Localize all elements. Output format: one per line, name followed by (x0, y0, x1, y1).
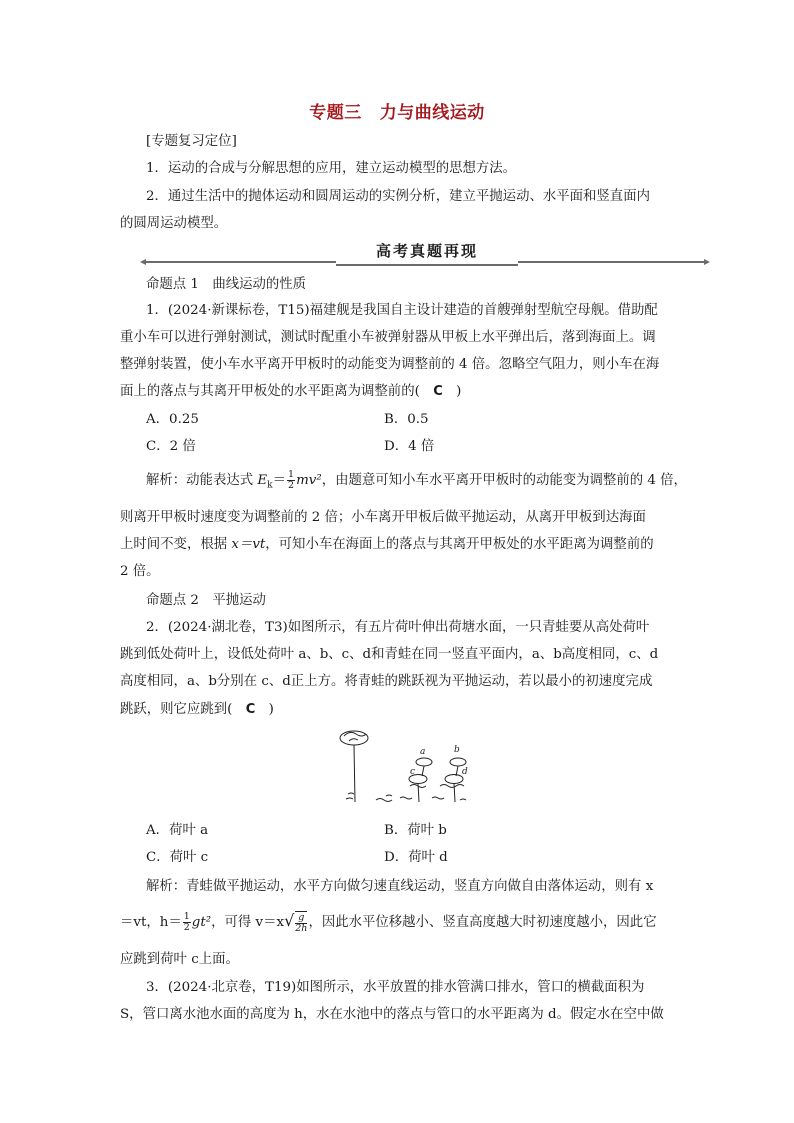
sqrt-numerator: g (295, 913, 307, 924)
q2-option-a: A．荷叶 a (146, 823, 209, 838)
q2-line-4 (120, 700, 650, 720)
q1-analysis-ek: E (257, 473, 268, 488)
q1-analysis-eq: ＝ (272, 473, 287, 488)
q1-analysis-text: 解析：动能表达式 (146, 473, 258, 488)
q2-analysis-line-1: 解析：青蛙做平抛运动，水平方向做匀速直线运动，竖直方向做自由落体运动，则有 x (146, 879, 654, 894)
topic2-label: 命题点 2 平抛运动 (146, 593, 266, 608)
fraction-denominator: 2 (288, 480, 295, 491)
q1-option-a: A．0.25 (146, 412, 199, 427)
q2-line-2: 跳到低处荷叶上，设低处荷叶 a、b、c、d和青蛙在同一竖直平面内，a、b高度相同，c、d (120, 647, 659, 662)
q2-analysis-sqrt: √ $\frac{g}{2h}$ (284, 911, 308, 934)
section-banner (146, 240, 708, 264)
leaf-a (416, 758, 432, 766)
q1-analysis-xvt: x＝vt (231, 537, 266, 552)
q2-option-b: B．荷叶 b (384, 823, 447, 838)
q2-analysis-text-a: ＝vt，h＝ (120, 915, 182, 930)
q2-analysis-text-c: ，因此水平位移越小、竖直高度越大时初速度越小，因此它 (308, 915, 657, 930)
fraction-numerator: 1 (288, 469, 295, 480)
banner-right-arrow-icon (704, 259, 710, 265)
q2-analysis-line-3: 应跳到荷叶 c上面。 (120, 952, 239, 967)
topic1-label: 命题点 1 曲线运动的性质 (146, 277, 307, 292)
q1-analysis-ek-sub: k (267, 480, 273, 491)
figure-label-c: c (410, 767, 416, 777)
leaf-b (450, 758, 466, 766)
q2-answer: C (245, 702, 256, 717)
fraction-numerator: 1 (183, 911, 190, 922)
q1-analysis-fraction (287, 470, 295, 491)
q1-analysis-mv: mv² (296, 473, 322, 488)
q2-option-c: C．荷叶 c (146, 850, 209, 865)
positioning-item-2: 2．通过生活中的抛体运动和圆周运动的实例分析，建立平抛运动、水平面和竖直面内 (146, 189, 650, 204)
q1-line-2: 重小车可以进行弹射测试，测试时配重小车被弹射器从甲板上水平弹出后，落到海面上。调 (120, 330, 656, 345)
figure-label-d: d (462, 767, 468, 777)
q2-stem-end: 跳跃，则它应跳到( (120, 702, 246, 717)
q1-option-c: C．2 倍 (146, 439, 196, 454)
title-part1: 专题三 (309, 103, 362, 123)
q2-analysis-text-b: ，可得 v＝x (211, 915, 285, 930)
fraction-denominator: 2 (183, 922, 190, 933)
sqrt-denominator: 2h (295, 923, 308, 934)
q1-analysis-text-b: ，由题意可知小车水平离开甲板时的动能变为调整前的 4 倍， (321, 473, 687, 488)
q1-analysis-line-2: 则离开甲板时速度变为调整前的 2 倍；小车离开甲板后做平抛运动，从离开甲板到达海面 (120, 510, 646, 525)
q1-line-1: 1．(2024·新课标卷，T15)福建舰是我国自主设计建造的首艘弹射型航空母舰。借助配 (146, 303, 658, 318)
banner-left-arrow-icon (140, 259, 146, 265)
q1-option-b: B．0.5 (384, 412, 429, 427)
q1-line-4 (120, 382, 650, 402)
q1-option-d: D．4 倍 (384, 439, 435, 454)
q1-close: ) (442, 384, 462, 399)
section-banner-title: 高考真题再现 (336, 240, 518, 266)
q1-analysis-line-1 (146, 469, 687, 496)
q1-analysis-line-3 (120, 535, 654, 555)
title-part2: 力与曲线运动 (379, 103, 485, 123)
q1-answer: C (433, 384, 443, 399)
q2-option-d: D．荷叶 d (384, 850, 448, 865)
lotus-leaf-figure (336, 724, 476, 810)
q1-stem-end: 面上的落点与其离开甲板处的水平距离为调整前的( (120, 384, 434, 399)
positioning-item-1: 1．运动的合成与分解思想的应用，建立运动模型的思想方法。 (146, 161, 517, 176)
q2-analysis-gt2: gt² (191, 915, 212, 930)
q1-line-3: 整弹射装置，使小车水平离开甲板时的动能变为调整前的 4 倍。忽略空气阻力，则小车在海 (120, 357, 660, 372)
q1-analysis-line-4: 2 倍。 (120, 564, 160, 579)
positioning-item-2-cont: 的圆周运动模型。 (120, 216, 228, 231)
page-title (0, 98, 794, 123)
q2-line-1: 2．(2024·湖北卷，T3)如图所示，有五片荷叶伸出荷塘水面，一只青蛙要从高处荷叶 (146, 620, 650, 635)
q2-close: ) (255, 702, 274, 717)
figure-label-a: a (420, 747, 426, 757)
q1-analysis-text-d: ，可知小车在海面上的落点与其离开甲板处的水平距离为调整前的 (265, 537, 654, 552)
figure-label-b: b (454, 745, 460, 755)
leaf-d (445, 775, 463, 784)
q1-analysis-text-c: 上时间不变，根据 (120, 537, 232, 552)
q2-line-3: 高度相同，a、b分别在 c、d正上方。将青蛙的跳跃视为平抛运动，若以最小的初速度完成 (120, 674, 653, 689)
q3-line-1: 3．(2024·北京卷，T19)如图所示，水平放置的排水管满口排水，管口的横截面积为 (146, 980, 645, 995)
q2-analysis-fraction (183, 912, 191, 933)
q3-line-2: S，管口离水池水面的高度为 h，水在水池中的落点与管口的水平距离为 d。假定水在空中做 (120, 1007, 664, 1022)
positioning-heading: [专题复习定位] (146, 134, 237, 149)
q2-analysis-line-2 (120, 911, 657, 934)
